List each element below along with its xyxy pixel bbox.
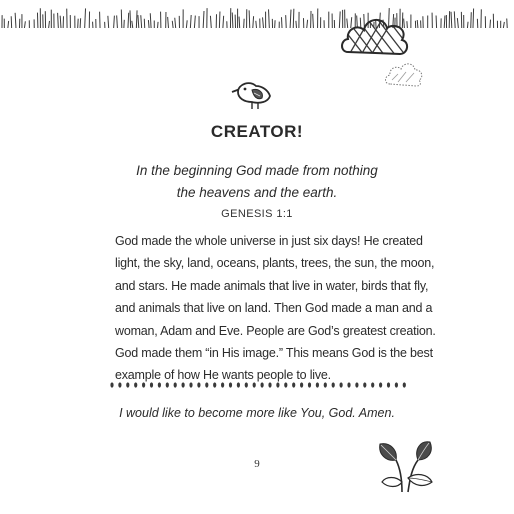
cloud-icon: [338, 12, 410, 60]
grass-blade: [451, 12, 452, 28]
divider-dot: [174, 382, 177, 387]
body-line: light, the sky, land, oceans, plants, trees, the sun, the moon,: [115, 256, 435, 270]
divider-dot: [363, 382, 366, 387]
body-line: example of how He wants people to live.: [115, 368, 331, 382]
bird-icon: [228, 74, 274, 112]
grass-blade: [507, 19, 508, 28]
grass-blade: [417, 20, 418, 28]
divider-dot: [213, 382, 216, 387]
grass-blade: [471, 12, 472, 28]
grass-blade: [194, 16, 195, 28]
grass-blade: [168, 17, 169, 28]
grass-blade: [281, 17, 282, 28]
divider-dot: [110, 382, 113, 387]
verse-line: the heavens and the earth.: [176, 185, 338, 200]
divider-dot: [276, 382, 279, 387]
grass-blade: [130, 10, 131, 28]
grass-blade: [223, 16, 224, 28]
grass-blade: [256, 21, 257, 28]
grass-blade: [444, 16, 445, 28]
grass-blade: [128, 13, 129, 28]
cloud-icon: [384, 60, 424, 88]
divider-dot: [189, 382, 192, 387]
divider-dot: [316, 382, 319, 387]
grass-blade: [114, 16, 115, 28]
grass-blade: [249, 10, 250, 28]
grass-blade: [263, 17, 264, 28]
grass-blade: [290, 10, 291, 28]
divider-dot: [158, 382, 161, 387]
grass-blade: [80, 18, 81, 28]
grass-blade: [8, 21, 9, 28]
divider-dot: [221, 382, 224, 387]
divider-dot: [261, 382, 264, 387]
grass-blade: [186, 20, 187, 28]
dotted-divider: [108, 380, 408, 390]
grass-blade: [150, 13, 151, 28]
grass-blade: [503, 22, 504, 28]
divider-dot: [229, 382, 232, 387]
grass-blade: [24, 21, 25, 28]
prayer-text: I would like to become more like You, God. Amen.: [119, 406, 395, 420]
page-number: 9: [254, 458, 260, 470]
divider-dot: [300, 382, 303, 387]
body-line: God made them “in His image.” This means God is the best: [115, 346, 433, 360]
body-line: and stars. He made animals that live in water, birds that fly,: [115, 279, 429, 293]
divider-dot: [324, 382, 327, 387]
grass-blade: [85, 8, 86, 28]
divider-dot: [166, 382, 169, 387]
grass-blade: [49, 21, 50, 28]
divider-dot: [205, 382, 208, 387]
grass-icon: [0, 0, 514, 28]
grass-blade: [286, 15, 287, 28]
divider-dot: [395, 382, 398, 387]
grass-blade: [253, 16, 254, 28]
grass-blade: [108, 16, 109, 28]
divider-dot: [340, 382, 343, 387]
grass-blade: [454, 11, 455, 28]
divider-dot: [403, 382, 406, 387]
divider-dot: [387, 382, 390, 387]
grass-blade: [307, 20, 308, 28]
page-title: CREATOR!: [210, 122, 304, 141]
grass-blade: [141, 15, 142, 28]
divider-dot: [126, 382, 129, 387]
grass-blade: [473, 8, 474, 28]
grass-blade: [148, 20, 149, 28]
divider-dot: [134, 382, 137, 387]
grass-blade: [490, 20, 491, 28]
divider-dot: [292, 382, 295, 387]
divider-dot: [245, 382, 248, 387]
grass-blade: [232, 13, 233, 28]
divider-dot: [355, 382, 358, 387]
verse-reference: GENESIS 1:1: [221, 208, 293, 220]
grass-blade: [467, 22, 468, 28]
body-line: God made the whole universe in just six days! He created: [115, 234, 423, 248]
grass-blade: [132, 21, 133, 28]
divider-dot: [197, 382, 200, 387]
divider-dot: [182, 382, 185, 387]
grass-blade: [117, 15, 118, 28]
grass-blade: [269, 9, 270, 28]
grass-blade: [210, 16, 211, 28]
grass-blade: [175, 18, 176, 28]
grass-blade: [313, 14, 314, 28]
divider-dot: [379, 382, 382, 387]
grass-blade: [190, 15, 191, 28]
divider-dot: [284, 382, 287, 387]
grass-blade: [58, 13, 59, 28]
divider-dot: [308, 382, 311, 387]
grass-blade: [172, 21, 173, 28]
divider-dot: [142, 382, 145, 387]
body-line: woman, Adam and Eve. People are God’s greatest creation.: [115, 324, 436, 338]
grass-blade: [136, 10, 137, 28]
divider-dot: [332, 382, 335, 387]
divider-dot: [237, 382, 240, 387]
grass-blade: [293, 9, 294, 28]
grass-blade: [203, 11, 204, 28]
grass-blade: [219, 11, 220, 28]
divider-dot: [268, 382, 271, 387]
verse-line: In the beginning God made from nothing: [136, 163, 378, 178]
grass-blade: [457, 18, 458, 28]
grass-blade: [158, 22, 159, 28]
grass-blade: [60, 16, 61, 28]
divider-dot: [371, 382, 374, 387]
body-line: and animals that live on land. Then God made a man and a: [115, 301, 433, 315]
grass-blade: [296, 21, 297, 28]
grass-blade: [239, 17, 240, 28]
grass-blade: [15, 13, 16, 28]
divider-dot: [347, 382, 350, 387]
divider-dot: [118, 382, 121, 387]
divider-dot: [253, 382, 256, 387]
grass-blade: [138, 15, 139, 28]
divider-dot: [150, 382, 153, 387]
